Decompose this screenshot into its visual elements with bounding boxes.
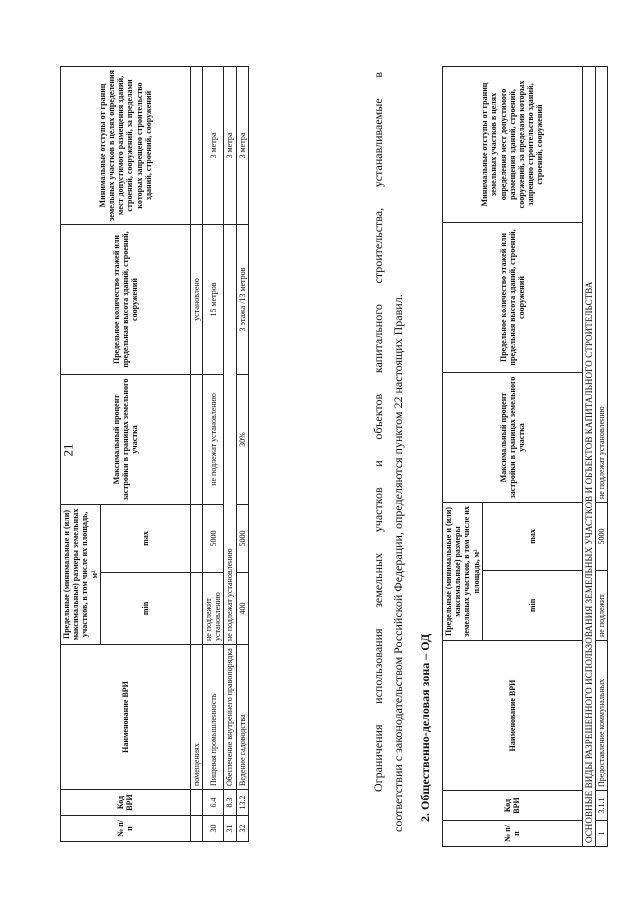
cell-num: 31 <box>224 816 236 842</box>
table-header-row <box>61 67 101 842</box>
restrictions-paragraph <box>368 72 408 832</box>
header-min: min <box>482 571 582 641</box>
section-heading: 2. Общественно-деловая зона – ОД <box>418 633 432 822</box>
cell-min: не подлежит установлению <box>202 573 223 645</box>
header-percent: Максимальный процент застройки в границах земельного участка <box>443 373 583 503</box>
cell-name: помещениях <box>190 645 202 790</box>
cell-floors: 15 метров <box>202 225 223 375</box>
cell-name: Пищевая промышленность <box>202 645 223 790</box>
cell-num: 30 <box>202 816 223 842</box>
cell-percent: 30% <box>236 375 248 505</box>
cell-min: не подлежит <box>596 571 608 641</box>
table-zone-previous <box>60 66 249 842</box>
section-title: ОСНОВНЫЕ ВИДЫ РАЗРЕШЕННОГО ИСПОЛЬЗОВАНИЯ ЗЕМЕЛЬНЫХ УЧАСТКОВ И ОБЪЕКТОВ КАПИТАЛЬНОГО СТРОИТЕЛЬСТВА <box>582 67 595 847</box>
header-min: min <box>100 573 190 645</box>
header-setback: Минимальные отступы от границ земельных участков в целях определения мест допустимого размещения зданий, строений, сооружений, за пределами которых запрещено строительство зданий, строений, сооружений <box>443 67 583 223</box>
cell-name: Предоставление коммунальных <box>596 641 608 791</box>
header-percent: Максимальный процент застройки в границах земельного участка <box>61 375 191 505</box>
cell-code: 8.3 <box>224 790 236 816</box>
cell-name: Ведение садоводства <box>236 645 248 790</box>
table-row <box>596 67 608 847</box>
header-code: Код ВРИ <box>61 790 191 816</box>
header-num: № п/п <box>61 816 191 842</box>
cell-code: 3.1.1 <box>596 791 608 821</box>
cell-merged: не подлежат установлению <box>224 225 236 645</box>
header-size-group: Предельные (минимальные и (или) максимальные) размеры земельных участков, в том числе их площадь, м² <box>443 503 483 641</box>
table-row <box>236 67 248 842</box>
header-floors: Предельное количество этажей или предельная высота зданий, строений, сооружений <box>61 225 191 375</box>
cell-name: Обеспечение внутреннего правопорядка <box>224 645 236 790</box>
cell-setback: 3 метра <box>224 67 236 225</box>
cell-setback: 3 метра <box>236 67 248 225</box>
header-num: № п/п <box>443 821 583 847</box>
paragraph-line: соответствии с законодательством Российской Федерации, определяются пунктом 22 настоящих Правил. <box>391 294 405 832</box>
cell-percent: не подлежат установлению <box>596 67 608 503</box>
rotated-page-content <box>20 22 620 882</box>
page-number: 21 <box>60 443 76 457</box>
cell-num: 1 <box>596 821 608 847</box>
cell-max: 5000 <box>202 505 223 573</box>
cell-code: 13.2 <box>236 790 248 816</box>
cell-num: 32 <box>236 816 248 842</box>
cell-percent: не подлежат установлению <box>202 375 223 505</box>
paragraph-line: Ограничения использования земельных участков и объектов капитального строительства, устанавливаемые в <box>371 72 385 792</box>
cell-code: 6.4 <box>202 790 223 816</box>
header-name: Наименование ВРИ <box>443 641 583 791</box>
table-zone-od <box>442 66 608 847</box>
header-size-group: Предельные (минимальные и (или) максимальные) размеры земельных участков, в том числе их площадь, м² <box>61 505 101 645</box>
cell-max: 5000 <box>236 505 248 573</box>
header-setback: Минимальные отступы от границ земельных участков в целях определения мест допустимого размещения зданий, строений, сооружений, за пределами которых запрещено строительство зданий, строений, сооружений <box>61 67 191 225</box>
table-row <box>202 67 223 842</box>
cell-setback: 3 метра <box>202 67 223 225</box>
header-code: Код ВРИ <box>443 791 583 821</box>
cell-floors: установлено <box>190 225 202 375</box>
cell-max: 5000 <box>596 503 608 571</box>
table-row <box>224 67 236 842</box>
header-max: max <box>100 505 190 573</box>
table-header-row <box>443 67 483 847</box>
header-floors: Предельное количество этажей или предельная высота зданий, строений, сооружений <box>443 223 583 373</box>
cell-floors: 3 этажа /13 метров <box>236 225 248 375</box>
table-row-continuation <box>190 67 202 842</box>
table-section-row <box>582 67 595 847</box>
header-name: Наименование ВРИ <box>61 645 191 790</box>
cell-min: 400 <box>236 573 248 645</box>
header-max: max <box>482 503 582 571</box>
